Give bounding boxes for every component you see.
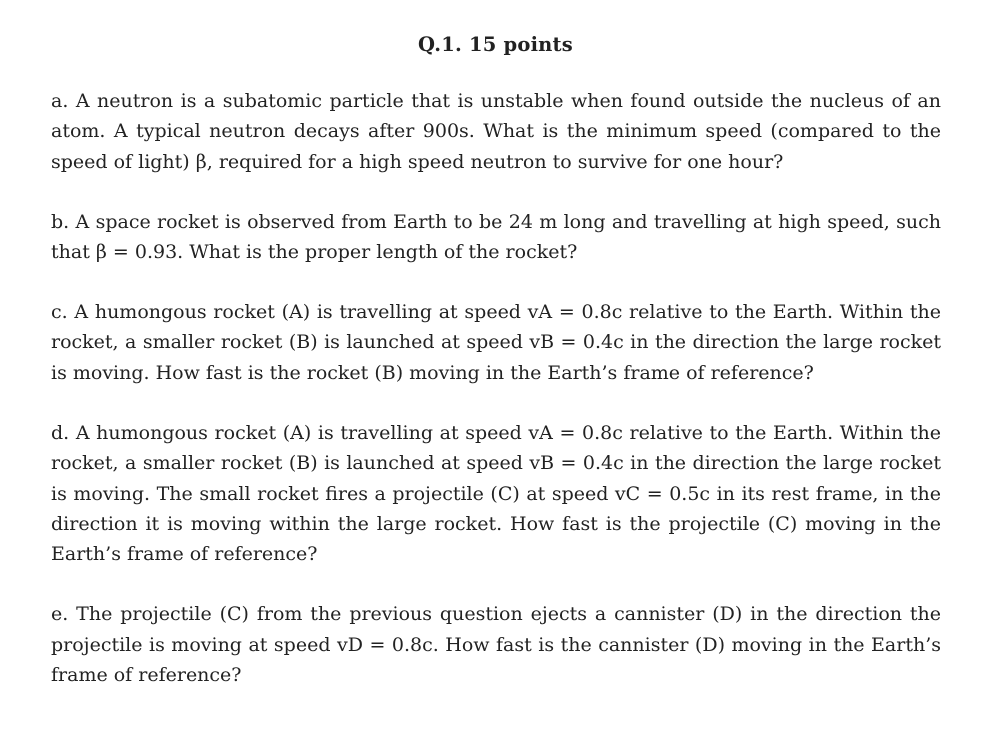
question-list (51, 86, 941, 691)
question-d-text: d. A humongous rocket (A) is travelling at speed vA = 0.8c relative to the Earth. Within the rocket, a smaller rocket (B) is launched at speed vB = 0.4c in the direction the large rocket is moving. The small rocket fires a projectile (C) at speed vC = 0.5c in its rest frame, in the direction it is moving within the large rocket. How fast is the projectile (C) moving in the Earth’s frame of reference? (51, 421, 941, 566)
question-e-text: e. The projectile (C) from the previous question ejects a cannister (D) in the direction the projectile is moving at speed vD = 0.8c. How fast is the cannister (D) moving in the Earth’s frame of reference? (51, 603, 941, 687)
question-e (51, 599, 941, 690)
question-a (51, 86, 941, 177)
question-title: Q.1. 15 points (418, 33, 573, 56)
question-b (51, 207, 941, 268)
question-b-text: b. A space rocket is observed from Earth to be 24 m long and travelling at high speed, such that β = 0.93. What is the proper length of the rocket? (51, 210, 941, 264)
question-d (51, 418, 941, 570)
question-a-text: a. A neutron is a subatomic particle that is unstable when found outside the nucleus of an atom. A typical neutron decays after 900s. What is the minimum speed (compared to the speed of light) β, required for a high speed neutron to survive for one hour? (51, 90, 941, 173)
question-c (51, 297, 941, 388)
question-c-text: c. A humongous rocket (A) is travelling at speed vA = 0.8c relative to the Earth. Within the rocket, a smaller rocket (B) is launched at speed vB = 0.4c in the direction the large rocket is moving. How fast is the rocket (B) moving in the Earth’s frame of reference? (51, 301, 941, 384)
